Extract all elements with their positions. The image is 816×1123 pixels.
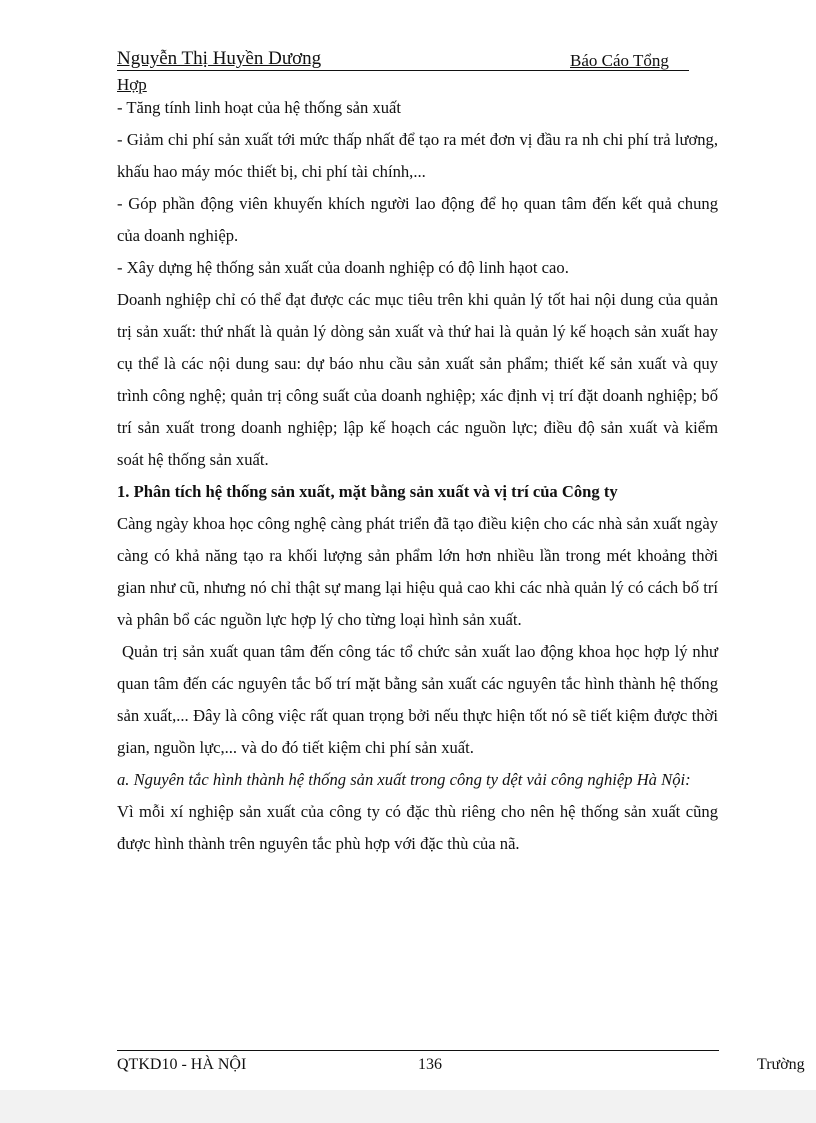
bullet-paragraph: - Tăng tính linh hoạt của hệ thống sản xuất — [117, 98, 402, 117]
header-author: Nguyễn Thị Huyền Dương — [117, 48, 322, 69]
body-paragraph: Vì mỗi xí nghiệp sản xuất của công ty có đặc thù riêng cho nên hệ thống sản xuất cũng được hình thành trên nguyên tắc phù hợp với đặc thù của nã. — [117, 802, 718, 853]
header-report-title: Báo Cáo Tổng — [570, 51, 669, 70]
body-paragraph: Quản trị sản xuất quan tâm đến công tác tổ chức sản xuất lao động khoa học hợp lý như quan tâm đến các nguyên tắc bố trí mặt bằng sản xuất các nguyên tắc hình thành hệ thống sản xuất,... Đây là công việc rất quan trọng bởi nếu thực hiện tốt nó sẽ tiết kiệm được thời gian, nguồn lực,... và do đó tiết kiệm chi phí sản xuất. — [117, 642, 718, 757]
page-body — [117, 92, 718, 860]
footer-rule — [117, 1050, 719, 1051]
section-heading: 1. Phân tích hệ thống sản xuất, mặt bằng sản xuất và vị trí của Công ty — [117, 482, 618, 501]
bullet-paragraph: - Góp phần động viên khuyến khích người lao động để họ quan tâm đến kết quả chung của doanh nghiệp. — [117, 194, 718, 245]
bullet-paragraph: - Xây dựng hệ thống sản xuất của doanh nghiệp có độ linh hạot cao. — [117, 258, 569, 277]
header-report-title-cont: Hợp — [117, 75, 147, 94]
footer-right: Trường — [757, 1056, 805, 1073]
page-number: 136 — [418, 1056, 442, 1073]
body-paragraph: Càng ngày khoa học công nghệ càng phát triển đã tạo điều kiện cho các nhà sản xuất ngày càng có khả năng tạo ra khối lượng sản phẩm lớn hơn nhiều lần trong mét khoảng thời gian như cũ, nhưng nó chỉ thật sự mang lại hiệu quả cao khi các nhà quản lý có cách bố trí và phân bổ các nguồn lực hợp lý cho từng loại hình sản xuất. — [117, 514, 718, 629]
subheading: a. Nguyên tắc hình thành hệ thống sản xuất trong công ty dệt vải công nghiệp Hà Nội: — [117, 770, 691, 789]
page-bottom-shade — [0, 1090, 816, 1123]
footer-left: QTKD10 - HÀ NỘI — [117, 1056, 247, 1073]
header-rule — [117, 70, 689, 71]
bullet-paragraph: - Giảm chi phí sản xuất tới mức thấp nhất để tạo ra mét đơn vị đầu ra nh chi phí trả lương, khấu hao máy móc thiết bị, chi phí tài chính,... — [117, 130, 718, 181]
body-paragraph: Doanh nghiệp chỉ có thể đạt được các mục tiêu trên khi quản lý tốt hai nội dung của quản trị sản xuất: thứ nhất là quản lý dòng sản xuất và thứ hai là quản lý kế hoạch sản xuất hay cụ thể là các nội dung sau: dự báo nhu cầu sản xuất sản phẩm; thiết kế sản xuất và quy trình công nghệ; quản trị công suất của doanh nghiệp; xác định vị trí đặt doanh nghiệp; bố trí sản xuất trong doanh nghiệp; lập kế hoạch các nguồn lực; điều độ sản xuất và kiểm soát hệ thống sản xuất. — [117, 290, 718, 469]
